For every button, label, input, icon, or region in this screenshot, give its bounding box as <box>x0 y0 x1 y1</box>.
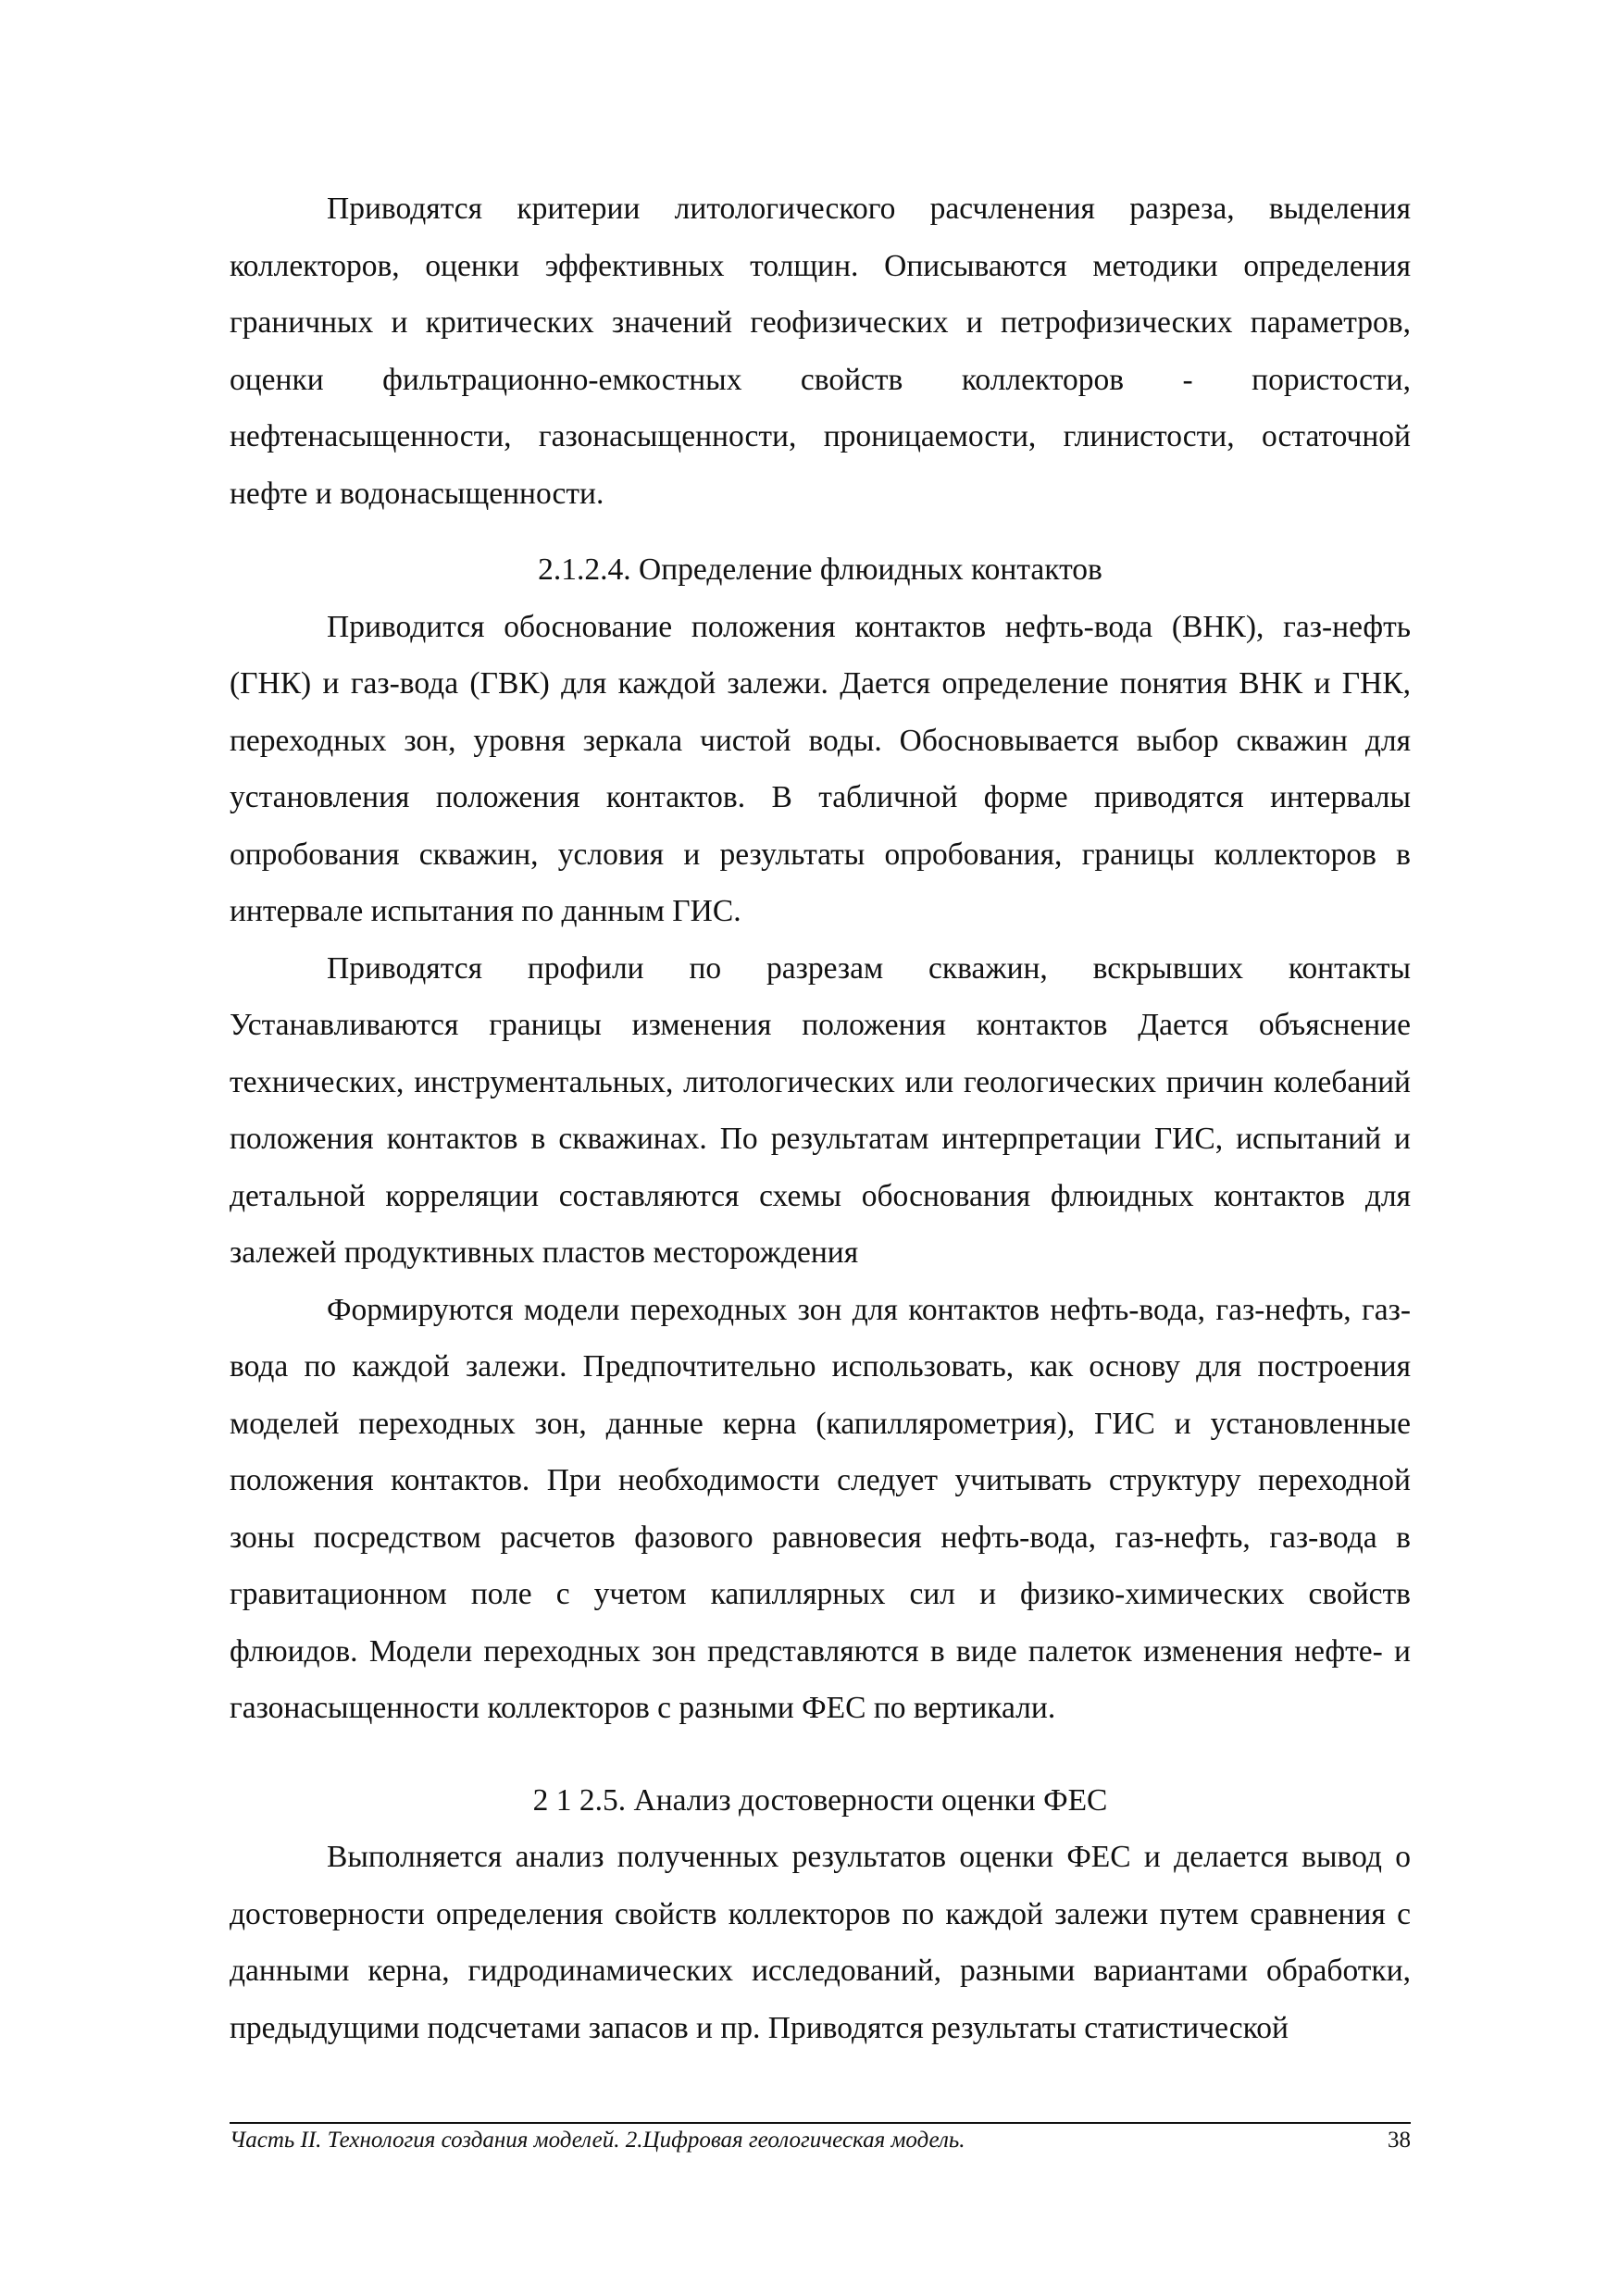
footer-running-title: Часть II. Технология создания моделей. 2.Цифровая геологическая модель. <box>230 2128 965 2153</box>
paragraph-reliability-analysis: Выполняется анализ полученных результатов оценки ФЕС и делается вывод о достоверности определения свойств коллекторов по каждой залежи путем сравнения с данными керна, гидродинамических исследований, разными вариантами обработки, предыдущими подсчетами запасов и пр. Приводятся результаты статистической <box>230 1840 1411 2045</box>
footer-row <box>230 2124 1411 2155</box>
section-heading-reliability-analysis: 2 1 2.5. Анализ достоверности оценки ФЕС <box>532 1782 1108 1818</box>
paragraph-lithology-criteria: Приводятся критерии литологического расчленения разреза, выделения коллекторов, оценки эффективных толщин. Описываются методики определения граничных и критических значений геофизических и петрофизических параметров, оценки фильтрационно-емкостных свойств коллекторов - пористости, нефтенасыщенности, газонасыщенности, проницаемости, глинистости, остаточной нефте и водонасыщенности. <box>230 192 1411 511</box>
section-heading-fluid-contacts: 2.1.2.4. Определение флюидных контактов <box>538 552 1102 587</box>
paragraph-well-profiles: Приводятся профили по разрезам скважин, вскрывших контакты Устанавливаются границы изменения положения контактов Дается объяснение технических, инструментальных, литологических или геологических причин колебаний положения контактов в скважинах. По результатам интерпретации ГИС, испытаний и детальной корреляции составляются схемы обоснования флюидных контактов для залежей продуктивных пластов месторождения <box>230 950 1411 1270</box>
page-footer <box>230 2122 1411 2155</box>
paragraph-contacts-justification: Приводится обоснование положения контактов нефть-вода (ВНК), газ-нефть (ГНК) и газ-вода (ГВК) для каждой залежи. Дается определение понятия ВНК и ГНК, переходных зон, уровня зеркала чистой воды. Обосновывается выбор скважин для установления положения контактов. В табличной форме приводятся интервалы опробования скважин, условия и результаты опробования, границы коллекторов в интервале испытания по данным ГИС. <box>230 609 1411 928</box>
page-body <box>230 180 1411 2056</box>
page-number: 38 <box>1388 2128 1411 2153</box>
paragraph-transition-zones: Формируются модели переходных зон для контактов нефть-вода, газ-нефть, газ-вода по каждой залежи. Предпочтительно использовать, как основу для построения моделей переходных зон, данные керна (капиллярометрия), ГИС и установленные положения контактов. При необходимости следует учитывать структуру переходной зоны посредством расчетов фазового равновесия нефть-вода, газ-нефть, газ-вода в гравитационном поле с учетом капиллярных сил и физико-химических свойств флюидов. Модели переходных зон представляются в виде палеток изменения нефте- и газонасыщенности коллекторов с разными ФЕС по вертикали. <box>230 1292 1411 1725</box>
